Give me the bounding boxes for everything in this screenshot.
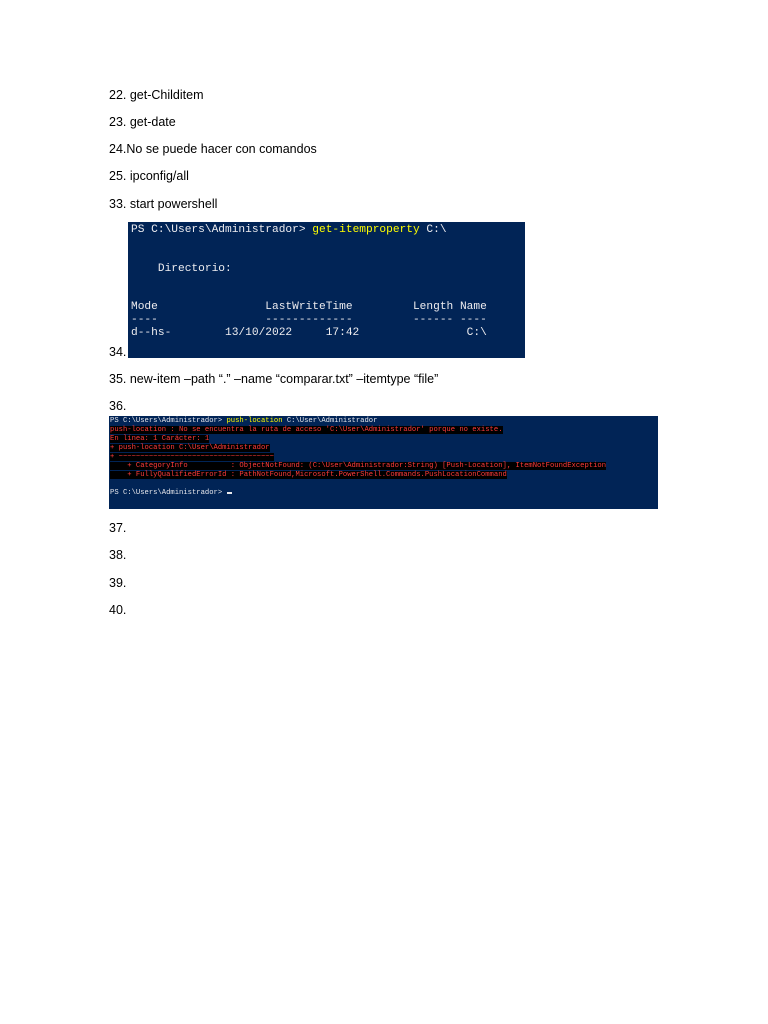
answer-37: 37. [109, 521, 127, 535]
powershell-screenshot-get-itemproperty [128, 222, 525, 358]
error-text: + push-location C:\User\Administrador [110, 444, 270, 452]
terminal-prompt: PS C:\Users\Administrador> [110, 417, 227, 425]
answer-25: 25. ipconfig/all [109, 169, 189, 183]
terminal-command-line [110, 417, 377, 426]
terminal-error-line [110, 462, 606, 471]
powershell-screenshot-push-location [109, 416, 658, 509]
terminal-directory-label: Directorio: [131, 263, 232, 275]
terminal-command: get-itemproperty [312, 224, 420, 236]
answer-34: 34. [109, 345, 127, 359]
terminal-final-prompt [110, 489, 232, 498]
terminal-error-line [110, 471, 507, 480]
answer-39: 39. [109, 576, 127, 590]
terminal-command: push-location [226, 417, 283, 425]
terminal-error-line [110, 453, 274, 462]
terminal-error-line [110, 435, 209, 444]
terminal-table-header: Mode LastWriteTime Length Name [131, 301, 487, 313]
terminal-prompt: PS C:\Users\Administrador> [110, 489, 227, 497]
terminal-argument: C:\ [419, 224, 447, 236]
error-text: + CategoryInfo : ObjectNotFound: (C:\User\Administrador:String) [Push-Location], ItemNotFoundException [110, 462, 607, 470]
answer-36: 36. [109, 399, 127, 413]
answer-23: 23. get-date [109, 115, 176, 129]
terminal-error-line [110, 444, 270, 453]
answer-40: 40. [109, 603, 127, 617]
terminal-table-separator: ---- ------------- ------ ---- [131, 314, 487, 326]
error-text: En línea: 1 Carácter: 1 [110, 435, 210, 443]
answer-38: 38. [109, 548, 127, 562]
terminal-command-line [131, 224, 447, 237]
terminal-cursor [227, 492, 232, 494]
terminal-table-row: d--hs- 13/10/2022 17:42 C:\ [131, 327, 487, 339]
terminal-argument: C:\User\Administrador [282, 417, 378, 425]
terminal-error-line [110, 426, 503, 435]
error-text: push-location : No se encuentra la ruta de acceso 'C:\User\Administrador' porque no existe. [110, 426, 503, 434]
answer-22: 22. get-Childitem [109, 88, 204, 102]
error-text: + FullyQualifiedErrorId : PathNotFound,Microsoft.PowerShell.Commands.PushLocationCommand [110, 471, 507, 479]
terminal-prompt: PS C:\Users\Administrador> [131, 224, 313, 236]
error-text: + ~~~~~~~~~~~~~~~~~~~~~~~~~~~~~~~~~~~~ [110, 453, 274, 461]
answer-33: 33. start powershell [109, 197, 218, 211]
answer-24: 24.No se puede hacer con comandos [109, 142, 317, 156]
answer-35: 35. new-item –path “.” –name “comparar.txt” –itemtype “file” [109, 372, 439, 386]
